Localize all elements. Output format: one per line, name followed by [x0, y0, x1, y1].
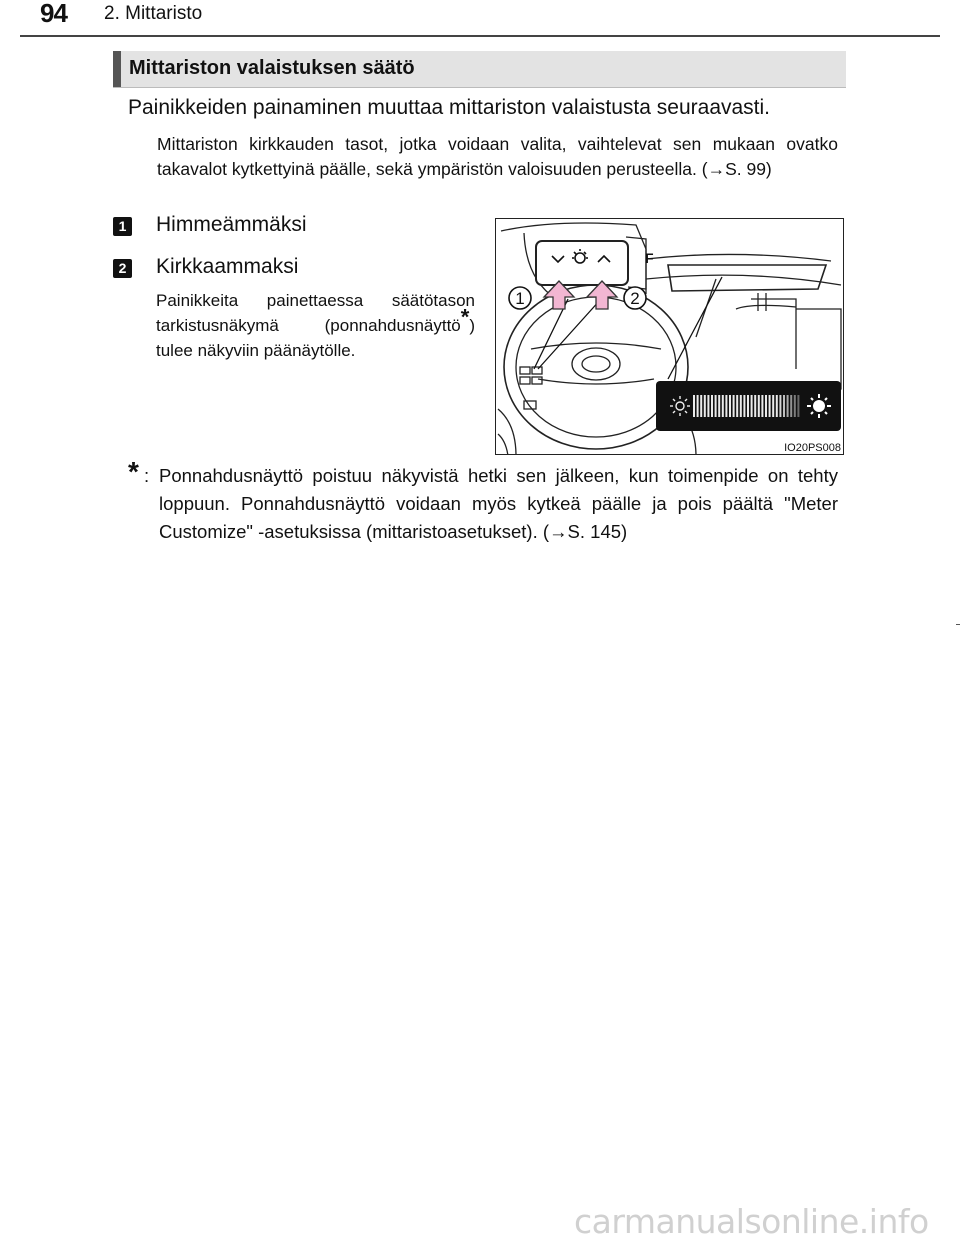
level-bar: [794, 395, 796, 417]
level-bar: [733, 395, 735, 417]
level-bar: [747, 395, 749, 417]
level-bar: [722, 395, 724, 417]
level-bar: [776, 395, 778, 417]
level-bar: [769, 395, 771, 417]
item-number-badge: 1: [113, 217, 132, 236]
level-bar: [729, 395, 731, 417]
level-bar: [797, 395, 799, 417]
level-bar: [693, 395, 695, 417]
level-bar: [697, 395, 699, 417]
footnote-colon: :: [144, 465, 150, 486]
level-bar: [725, 395, 727, 417]
callout-2: 2: [630, 289, 640, 308]
level-bar: [718, 395, 720, 417]
header-divider: [20, 35, 940, 37]
level-bar: [779, 395, 781, 417]
margin-mark: [956, 624, 960, 625]
dashboard-illustration: [495, 218, 844, 455]
level-bar: [704, 395, 706, 417]
item-list: [113, 214, 483, 298]
item-number-badge: 2: [113, 259, 132, 278]
footnote-text: Ponnahdusnäyttö poistuu näkyvistä hetki sen jälkeen, kun toimenpide on tehty loppuun. Ponnahdusnäyttö voidaan myös kytkeä päälle ja pois päältä "Meter Customize" -asetuksissa (mittaristoasetukset). (→S. 145): [159, 465, 838, 542]
watermark: carmanualsonline.info: [574, 1202, 929, 1241]
item-label: Kirkkaammaksi: [156, 255, 299, 278]
footnote: [128, 456, 838, 546]
level-bar: [772, 395, 774, 417]
level-bar: [790, 395, 792, 417]
level-bar: [700, 395, 702, 417]
level-bar: [736, 395, 738, 417]
level-bar: [787, 395, 789, 417]
level-bar: [740, 395, 742, 417]
note-paragraph: Mittariston kirkkauden tasot, jotka voidaan valita, vaihtelevat sen mukaan ovatko takavalot kytkettyinä päälle, sekä ympäristön valoisuuden perusteella. (→S. 99): [157, 134, 838, 179]
level-bar: [783, 395, 785, 417]
side-letter: F: [645, 250, 654, 266]
figure-code: IO20PS008: [784, 442, 841, 454]
dashboard-drawing: [496, 219, 844, 455]
chapter-title: 2. Mittaristo: [104, 3, 203, 24]
level-bar: [743, 395, 745, 417]
level-bar: [765, 395, 767, 417]
section-title: Mittariston valaistuksen säätö: [129, 57, 415, 79]
item-description-text-end: ) tulee näkyviin päänäytölle.: [156, 316, 475, 360]
asterisk-marker: *: [460, 304, 470, 330]
item-label: Himmeämmäksi: [156, 213, 307, 236]
level-bar: [761, 395, 763, 417]
item-description-text: Painikkeita painettaessa säätötason tarkistusnäkymä (ponnahdusnäyttö: [156, 291, 475, 335]
footnote-asterisk: *: [128, 456, 139, 487]
level-bar: [751, 395, 753, 417]
section-accent: [113, 51, 121, 87]
list-item: [113, 214, 483, 256]
page-number: 94: [40, 0, 67, 28]
level-bar: [758, 395, 760, 417]
callout-1: 1: [515, 289, 525, 308]
level-bar: [754, 395, 756, 417]
section-heading-bar: [113, 51, 846, 88]
lead-paragraph: Painikkeiden painaminen muuttaa mittariston valaistusta seuraavasti.: [128, 96, 771, 119]
level-bar: [715, 395, 717, 417]
item-description: [156, 288, 475, 363]
level-bar: [707, 395, 709, 417]
level-bar: [711, 395, 713, 417]
